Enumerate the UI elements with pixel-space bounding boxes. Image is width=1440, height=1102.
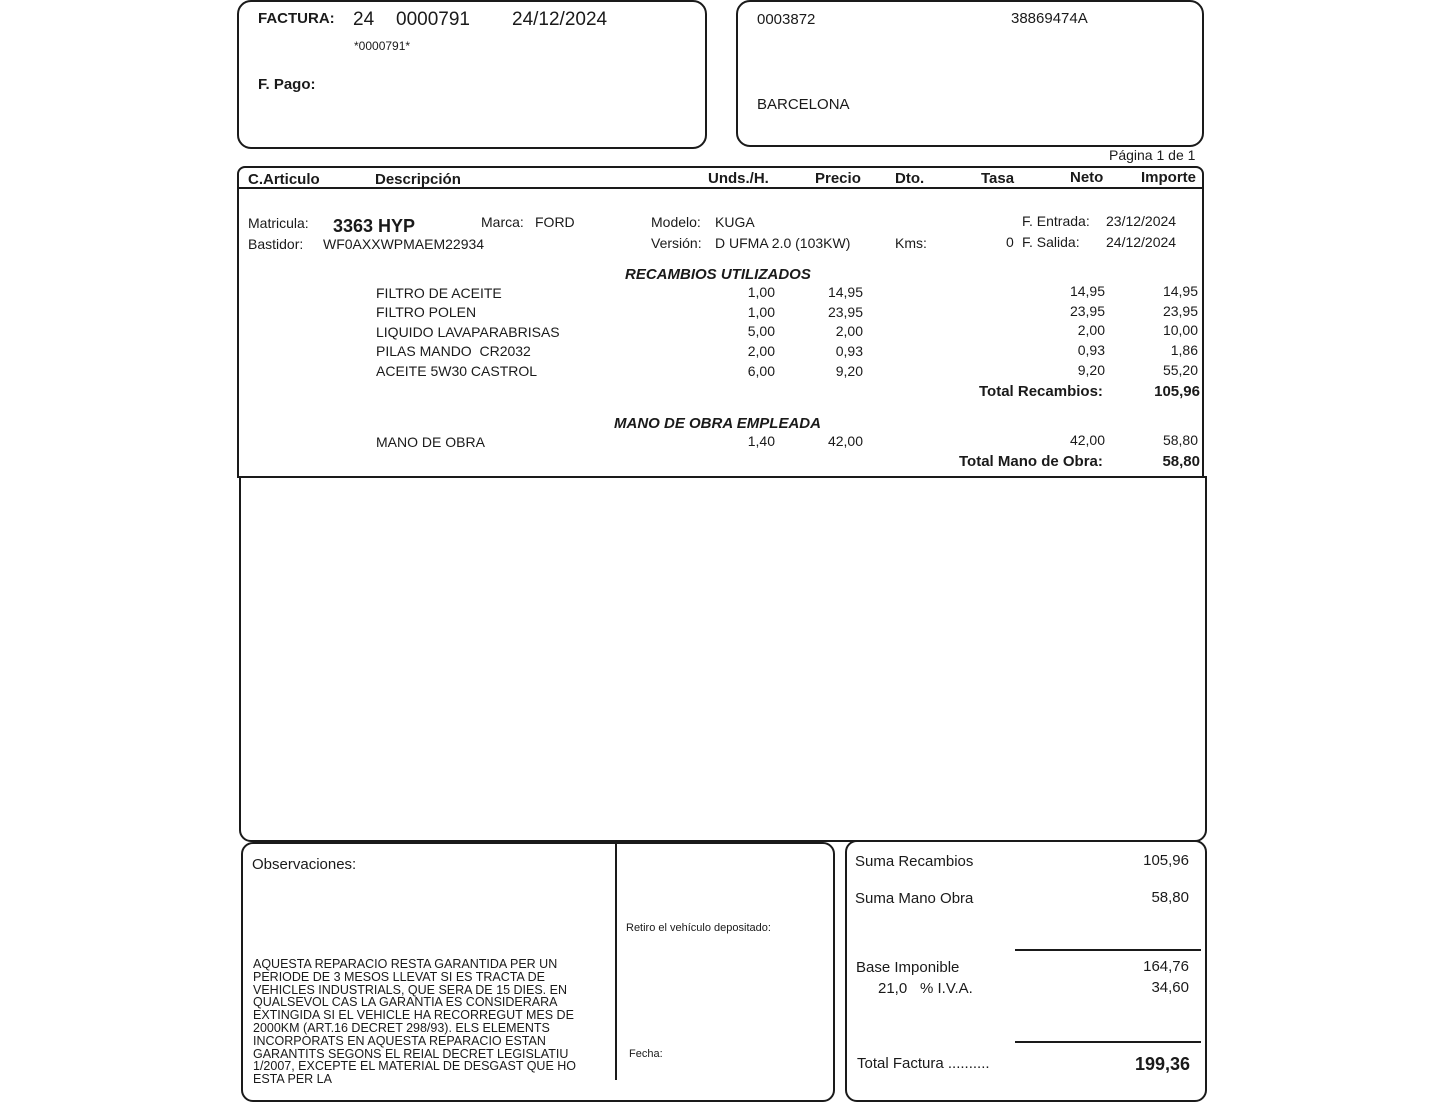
parts-total-value: 105,96 <box>1154 383 1200 400</box>
total-rule <box>1015 1041 1201 1043</box>
row-price: 23,95 <box>827 304 863 320</box>
parts-section-title: RECAMBIOS UTILIZADOS <box>625 266 811 283</box>
parts-total-label: Total Recambios: <box>979 383 1103 400</box>
row-net: 42,00 <box>1069 432 1105 448</box>
kms-label: Kms: <box>895 235 927 251</box>
vat-value: 34,60 <box>1151 979 1189 996</box>
version-label: Versión: <box>651 235 702 251</box>
col-discount: Dto. <box>895 170 925 187</box>
labor-total-label: Total Mano de Obra: <box>959 453 1103 470</box>
invoice-total-label: Total Factura .......... <box>857 1055 990 1072</box>
row-amount: 1,86 <box>1170 342 1198 358</box>
row-units: 1,00 <box>747 304 775 320</box>
chassis-value: WF0AXXWPMAEM22934 <box>323 236 485 252</box>
summary-parts-value: 105,96 <box>1143 852 1189 869</box>
row-units: 5,00 <box>747 323 775 339</box>
vat-rate: 21,0 <box>878 980 908 997</box>
row-description: FILTRO POLEN <box>376 304 477 320</box>
customer-code: 0003872 <box>757 11 816 28</box>
summary-labor-value: 58,80 <box>1151 889 1189 906</box>
row-units: 6,00 <box>747 363 775 379</box>
row-description: PILAS MANDO CR2032 <box>376 343 531 359</box>
entry-date-label: F. Entrada: <box>1022 213 1090 229</box>
row-amount: 55,20 <box>1162 362 1198 378</box>
row-units: 1,00 <box>747 284 775 300</box>
summary-parts-label: Suma Recambios <box>855 853 974 870</box>
invoice-total-value: 199,36 <box>1134 1054 1190 1074</box>
row-description: MANO DE OBRA <box>376 434 485 450</box>
payment-label: F. Pago: <box>258 76 316 93</box>
row-price: 9,20 <box>835 363 863 379</box>
row-price: 2,00 <box>835 323 863 339</box>
exit-date-value: 24/12/2024 <box>1106 234 1177 250</box>
invoice-number: 0000791 <box>396 9 470 30</box>
invoice-series: 24 <box>353 9 375 30</box>
row-units: 1,40 <box>747 433 775 449</box>
items-table-body-box <box>239 476 1207 842</box>
row-description: LIQUIDO LAVAPARABRISAS <box>376 324 560 340</box>
plate-label: Matricula: <box>248 215 309 231</box>
plate-value: 3363 HYP <box>333 216 416 236</box>
base-label: Base Imponible <box>856 959 960 976</box>
row-price: 42,00 <box>827 433 863 449</box>
subtotal-rule <box>1015 949 1201 951</box>
row-net: 2,00 <box>1077 322 1105 338</box>
brand-label: Marca: <box>481 214 524 230</box>
col-description: Descripción <box>375 171 461 188</box>
row-amount: 14,95 <box>1162 283 1198 299</box>
col-net: Neto <box>1070 169 1104 186</box>
row-net: 14,95 <box>1069 283 1105 299</box>
row-net: 9,20 <box>1077 362 1105 378</box>
labor-section-title: MANO DE OBRA EMPLEADA <box>614 415 821 432</box>
invoice-barcode-text: *0000791* <box>354 39 411 53</box>
chassis-label: Bastidor: <box>248 236 304 252</box>
col-article-code: C.Articulo <box>248 171 320 188</box>
model-value: KUGA <box>715 214 755 230</box>
labor-total-value: 58,80 <box>1162 453 1200 470</box>
invoice-label: FACTURA: <box>258 10 335 27</box>
model-label: Modelo: <box>651 214 701 230</box>
page-info: Página 1 de 1 <box>1109 147 1196 163</box>
col-units: Unds./H. <box>708 170 769 187</box>
exit-date-label: F. Salida: <box>1022 234 1080 250</box>
observations-label: Observaciones: <box>252 856 357 873</box>
row-units: 2,00 <box>747 343 775 359</box>
row-amount: 23,95 <box>1162 303 1198 319</box>
pickup-label: Retiro el vehículo depositado: <box>626 922 771 934</box>
row-amount: 58,80 <box>1162 432 1198 448</box>
brand-value: FORD <box>535 214 575 230</box>
observations-divider <box>615 844 617 1080</box>
kms-value: 0 <box>1006 234 1014 250</box>
row-description: ACEITE 5W30 CASTROL <box>376 363 538 379</box>
entry-date-value: 23/12/2024 <box>1106 213 1177 229</box>
row-price: 0,93 <box>835 343 863 359</box>
warranty-text: AQUESTA REPARACIO RESTA GARANTIDA PER UN PERIODE DE 3 MESOS LLEVAT SI ES TRACTA DE VEHICLES INDUSTRIALS, QUE SERA DE 15 DIES. EN QUALSEVOL CAS LA GARANTIA ES CONSIDERARA EXTINGIDA SI EL VEHICLE HA RECORREGUT MES DE 2000KM (ART.16 DECRET 298/93). ELS ELEMENTS INCORPORATS EN AQUESTA REPARACIO ESTAN GARANTITS SEGONS EL REIAL DECRET LEGISLATIU 1/2007, EXCEPTE EL MATERIAL DE DESGAST QUE HO ESTA PER LA <box>253 957 577 1087</box>
customer-tax-id: 38869474A <box>1011 10 1088 27</box>
invoice-date: 24/12/2024 <box>512 9 608 30</box>
row-net: 0,93 <box>1077 342 1105 358</box>
customer-city: BARCELONA <box>757 96 850 113</box>
summary-labor-label: Suma Mano Obra <box>855 890 974 907</box>
row-amount: 10,00 <box>1162 322 1198 338</box>
version-value: D UFMA 2.0 (103KW) <box>715 235 851 251</box>
col-price: Precio <box>815 170 861 187</box>
base-value: 164,76 <box>1143 958 1189 975</box>
col-amount: Importe <box>1141 169 1197 186</box>
vat-label: % I.V.A. <box>920 980 973 997</box>
pickup-date-label: Fecha: <box>629 1048 663 1060</box>
row-price: 14,95 <box>827 284 863 300</box>
row-net: 23,95 <box>1069 303 1105 319</box>
col-rate: Tasa <box>981 170 1015 187</box>
row-description: FILTRO DE ACEITE <box>376 285 502 301</box>
